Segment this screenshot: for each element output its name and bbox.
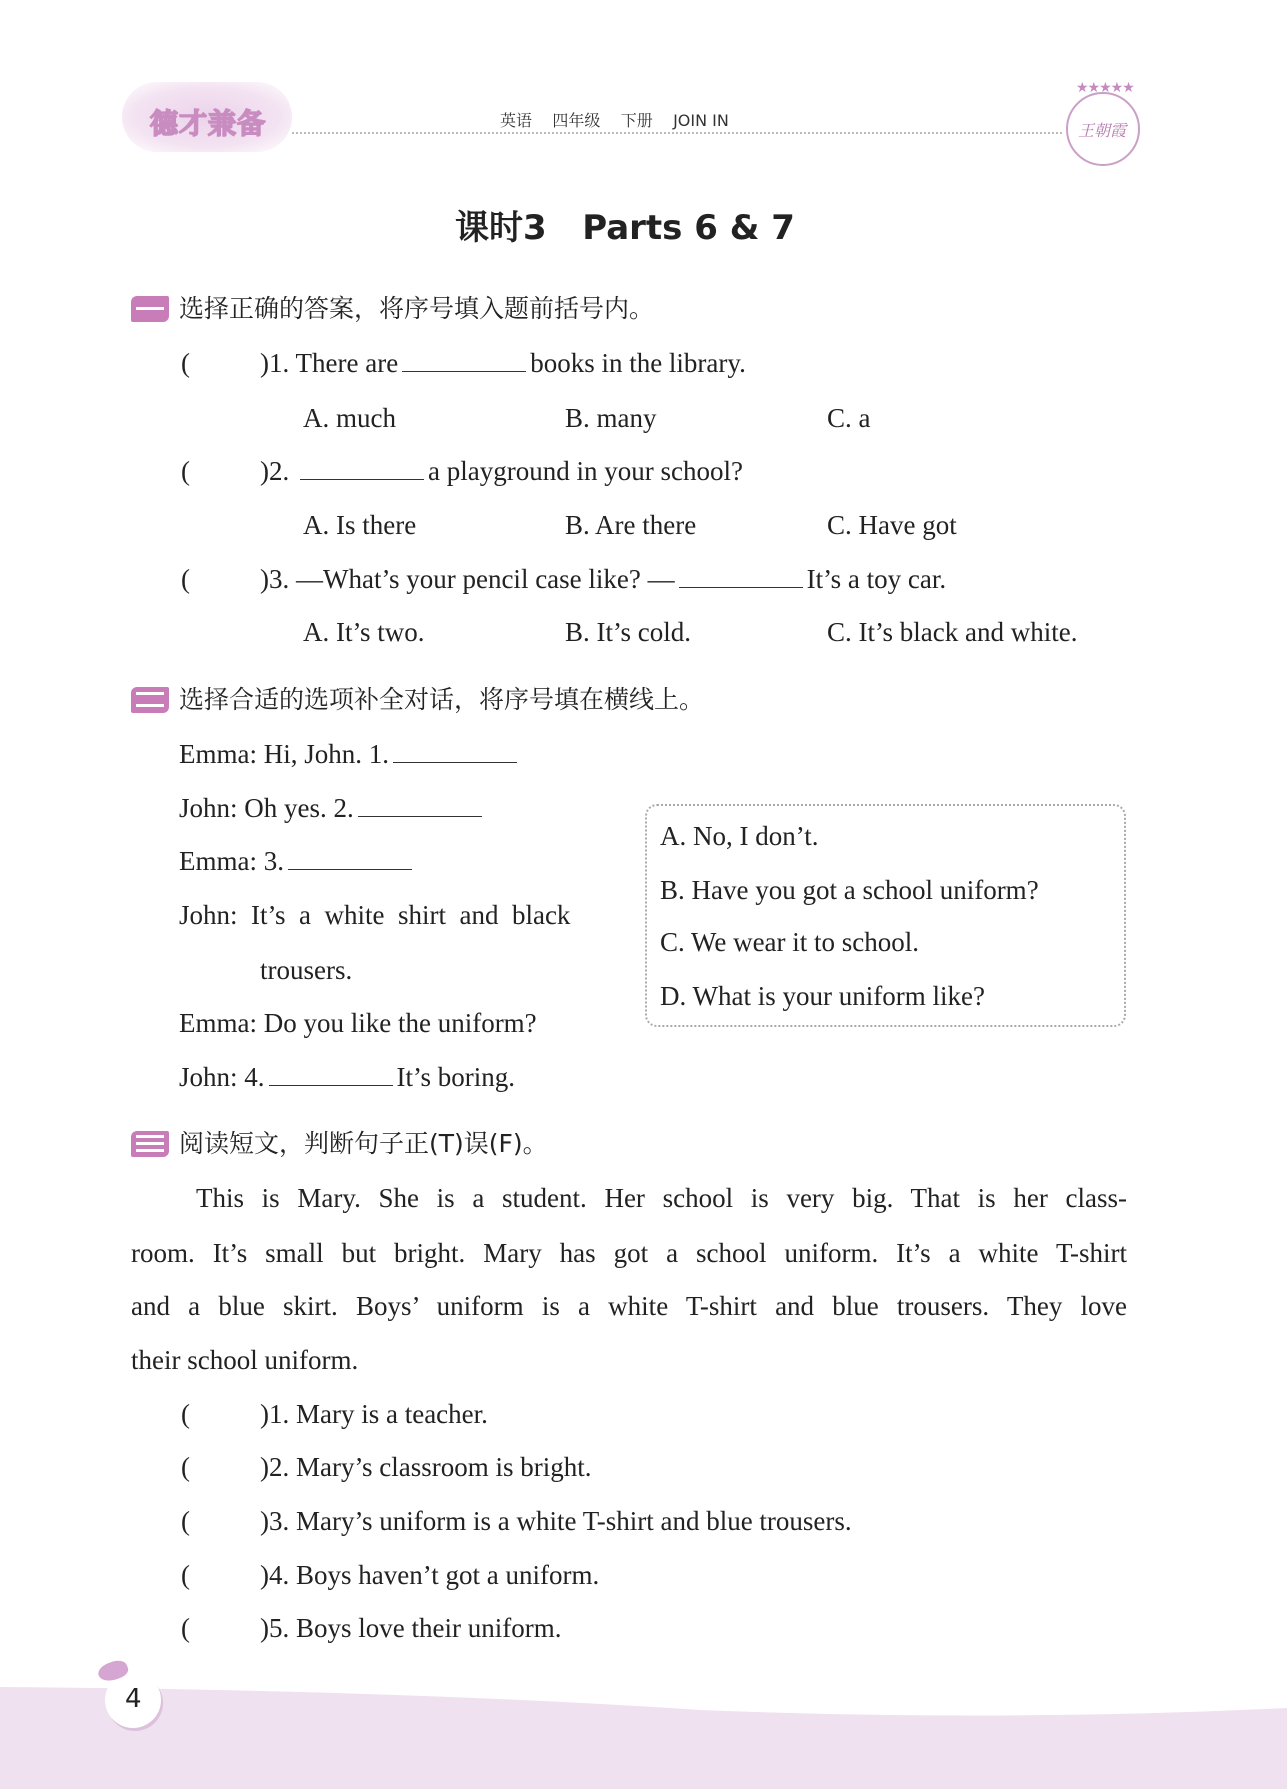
section-2-instruction: 选择合适的选项补全对话，将序号填在横线上。 [179,685,705,714]
option-a: A. much [303,403,396,433]
star-icon: ★★★★★ [1076,81,1134,96]
answer-blank[interactable] [288,847,412,870]
page-number-circle [105,1672,161,1728]
box-option: D. What is your uniform like? [660,981,985,1011]
question-3: ( )3. —What’s your pencil case like? — It’s a toy car. [181,564,947,594]
passage-line: their school uniform. [131,1345,359,1375]
answer-blank[interactable] [269,1063,393,1086]
section-badge-1 [131,296,169,322]
passage-line: room. It’s small but bright. Mary has got a school uniform. It’s a white T-shirt [131,1238,1127,1268]
dialogue-line: Emma: Do you like the uniform? [179,1008,537,1038]
footer-wave [0,1670,1287,1789]
page-title: 课时3 Parts 6 & 7 [455,208,795,248]
answer-blank[interactable] [300,457,424,480]
section-3-instruction: 阅读短文，判断句子正(T)误(F)。 [179,1129,548,1158]
option-a: A. It’s two. [303,617,425,647]
header-divider [292,132,1062,134]
dialogue-line: John: It’s a white shirt and black [179,900,571,930]
answer-blank[interactable] [393,740,517,763]
option-c: C. a [827,403,871,433]
answer-blank[interactable] [402,349,526,372]
answer-blank[interactable] [679,565,803,588]
option-b: B. It’s cold. [565,617,691,647]
box-option: A. No, I don’t. [660,821,819,851]
box-option: B. Have you got a school uniform? [660,875,1039,905]
seal-logo: ★★★★★ 王朝霞 [1066,92,1140,166]
page-number: 4 [125,1684,142,1714]
question-1: ( )1. There are books in the library. [181,348,746,378]
option-b: B. Are there [565,510,697,540]
header-info: 英语 四年级 下册 JOIN IN [500,111,729,130]
passage-line: and a blue skirt. Boys’ uniform is a white T-shirt and blue trousers. They love [131,1291,1127,1321]
statement-5: ( )5. Boys love their uniform. [181,1613,562,1643]
option-c: C. It’s black and white. [827,617,1078,647]
dialogue-line: trousers. [260,955,353,985]
logo: 德才兼备 [122,82,292,152]
question-2: ( )2. a playground in your school? [181,456,743,486]
statement-1: ( )1. Mary is a teacher. [181,1399,488,1429]
statement-4: ( )4. Boys haven’t got a uniform. [181,1560,600,1590]
passage-line: This is Mary. She is a student. Her school is very big. That is her class- [196,1183,1127,1213]
option-b: B. many [565,403,657,433]
statement-3: ( )3. Mary’s uniform is a white T-shirt and blue trousers. [181,1506,852,1536]
option-c: C. Have got [827,510,957,540]
dialogue-line: Emma: Hi, John. 1. [179,738,521,770]
dialogue-line: John: Oh yes. 2. [179,792,486,824]
section-badge-2 [131,687,169,713]
option-a: A. Is there [303,510,417,540]
dialogue-line: Emma: 3. [179,845,416,877]
box-option: C. We wear it to school. [660,927,920,957]
dialogue-line: John: 4. It’s boring. [179,1062,516,1092]
section-1-instruction: 选择正确的答案，将序号填入题前括号内。 [179,294,655,323]
answer-blank[interactable] [358,794,482,817]
statement-2: ( )2. Mary’s classroom is bright. [181,1452,592,1482]
section-badge-3 [131,1131,169,1157]
